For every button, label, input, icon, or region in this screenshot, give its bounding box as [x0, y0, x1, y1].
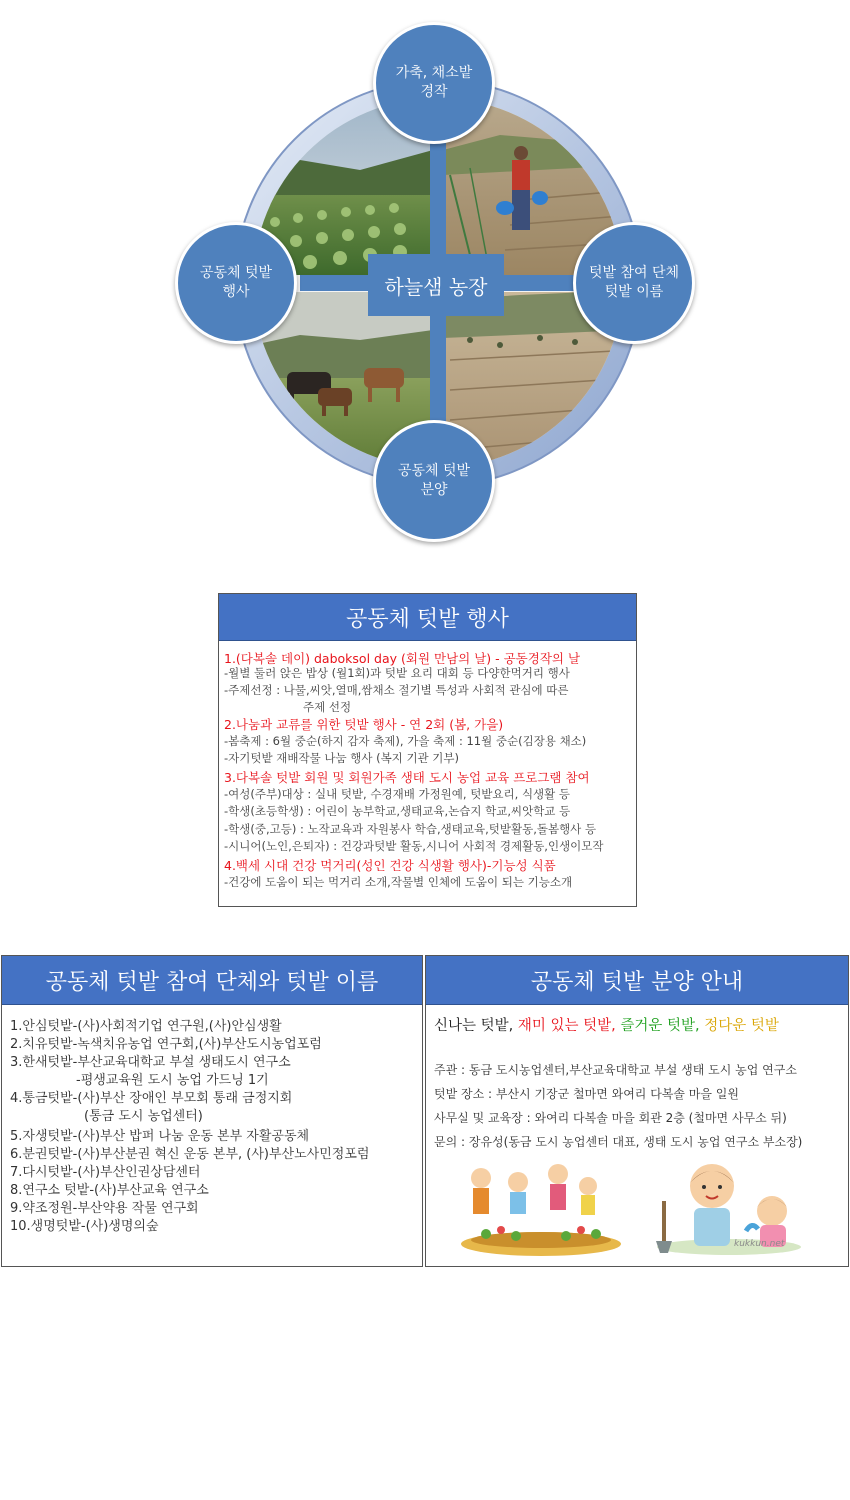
node-livestock-vegetables: 가축, 채소밭 경작	[373, 22, 495, 144]
participant-item: 3.한새텃밭-부산교육대학교 부설 생태도시 연구소	[10, 1055, 291, 1070]
kids-gardening-illustration	[456, 1156, 626, 1256]
events-detail-line: -여성(주부)대상 : 실내 텃밭, 수경재배 가정원예, 텃밭요리, 식생활 등	[224, 787, 571, 801]
slogan-part-2: 재미 있는 텃밭,	[517, 1018, 621, 1034]
distribution-info-line: 주관 : 동금 도시농업센터,부산교육대학교 부설 생태 도시 농업 연구소	[434, 1063, 797, 1077]
participant-item: 7.다시텃밭-(사)부산인권상담센터	[10, 1165, 201, 1180]
distribution-slogan	[434, 1014, 779, 1035]
events-detail-line: 주제 선정	[303, 700, 352, 714]
center-label: 하늘샘 농장	[368, 254, 504, 316]
events-detail-line: -시니어(노인,은퇴자) : 건강과텃밭 활동,시니어 사회적 경제활동,인생이모작	[224, 839, 604, 853]
node-garden-distribution: 공동체 텃밭 분양	[373, 420, 495, 542]
events-detail-line: -학생(중,고등) : 노작교육과 자원봉사 학습,생태교육,텃밭활동,돌봄행사 등	[224, 822, 597, 836]
node-community-events: 공동체 텃밭 행사	[175, 222, 297, 344]
participants-panel	[1, 955, 423, 1267]
events-section-heading: 4.백세 시대 건강 먹거리(성인 건강 식생활 행사)-기능성 식품	[224, 858, 556, 873]
slogan-part-3: 즐거운 텃밭,	[620, 1018, 705, 1034]
events-panel	[218, 593, 637, 907]
participant-item: 4.통금텃밭-(사)부산 장애인 부모회 통래 금정지회	[10, 1091, 293, 1106]
slogan-part-1: 신나는 텃밭,	[434, 1018, 518, 1034]
distribution-info-line: 사무실 및 교육장 : 와여리 다복솔 마을 회관 2층 (철마면 사무소 뒤)	[434, 1111, 787, 1125]
node-participant-groups: 텃밭 참여 단체 텃밭 이름	[573, 222, 695, 344]
participant-item: 9.약조정원-부산약용 작물 연구회	[10, 1201, 199, 1216]
participant-item: -평생교육원 도시 농업 가드닝 1기	[76, 1073, 269, 1088]
events-section-heading: 3.다복솔 텃밭 회원 및 회원가족 생태 도시 농업 교육 프로그램 참여	[224, 770, 590, 785]
distribution-panel	[425, 955, 849, 1267]
participants-title: 공동체 텃밭 참여 단체와 텃밭 이름	[2, 956, 422, 1005]
participant-item: 5.자생텃밭-(사)부산 밥퍼 나눔 운동 본부 자활공동체	[10, 1129, 310, 1144]
slogan-part-4: 정다운 텃밭	[704, 1018, 779, 1034]
events-section-heading: 1.(다복솔 데이) daboksol day (회원 만남의 날) - 공동경작의 날	[224, 651, 581, 666]
events-detail-line: -건강에 도움이 되는 먹거리 소개,작물별 인체에 도움이 되는 기능소개	[224, 875, 573, 889]
participant-item: 1.안심텃밭-(사)사회적기업 연구원,(사)안심생활	[10, 1019, 282, 1034]
participant-item: 8.연구소 텃밭-(사)부산교육 연구소	[10, 1183, 209, 1198]
distribution-info-line: 문의 : 장유성(동금 도시 농업센터 대표, 생태 도시 농업 연구소 부소장)	[434, 1135, 803, 1149]
participant-item: (통금 도시 농업센터)	[84, 1109, 203, 1124]
participant-item: 10.생명텃밭-(사)생명의숲	[10, 1219, 159, 1234]
events-title: 공동체 텃밭 행사	[219, 594, 636, 641]
events-detail-line: -월별 둘러 앉은 밥상 (월1회)과 텃밭 요리 대회 등 다양한먹거리 행사	[224, 666, 570, 680]
events-detail-line: -학생(초등학생) : 어린이 농부학교,생태교육,논습지 학교,씨앗학교 등	[224, 804, 571, 818]
illustration-watermark: kukkun.net	[734, 1239, 785, 1249]
participant-item: 2.치유텃밭-녹색치유농업 연구회,(사)부산도시농업포럼	[10, 1037, 322, 1052]
participant-item: 6.분권텃밭-(사)부산분권 혁신 운동 본부, (사)부산노사민정포럼	[10, 1147, 370, 1162]
events-detail-line: -주제선정 : 나물,씨앗,열매,쌈채소 절기별 특성과 사회적 관심에 따른	[224, 683, 569, 697]
events-section-heading: 2.나눔과 교류를 위한 텃밭 행사 - 연 2회 (봄, 가을)	[224, 717, 504, 732]
distribution-title: 공동체 텃밭 분양 안내	[426, 956, 848, 1005]
events-detail-line: -봄축제 : 6월 중순(하지 감자 축제), 가을 축제 : 11월 중순(김장용 채소)	[224, 734, 587, 748]
events-detail-line: -자기텃밭 재배작물 나눔 행사 (복지 기관 기부)	[224, 751, 460, 765]
distribution-info-line: 텃밭 장소 : 부산시 기장군 철마면 와여리 다복솔 마을 일원	[434, 1087, 739, 1101]
farm-diagram	[0, 0, 850, 570]
